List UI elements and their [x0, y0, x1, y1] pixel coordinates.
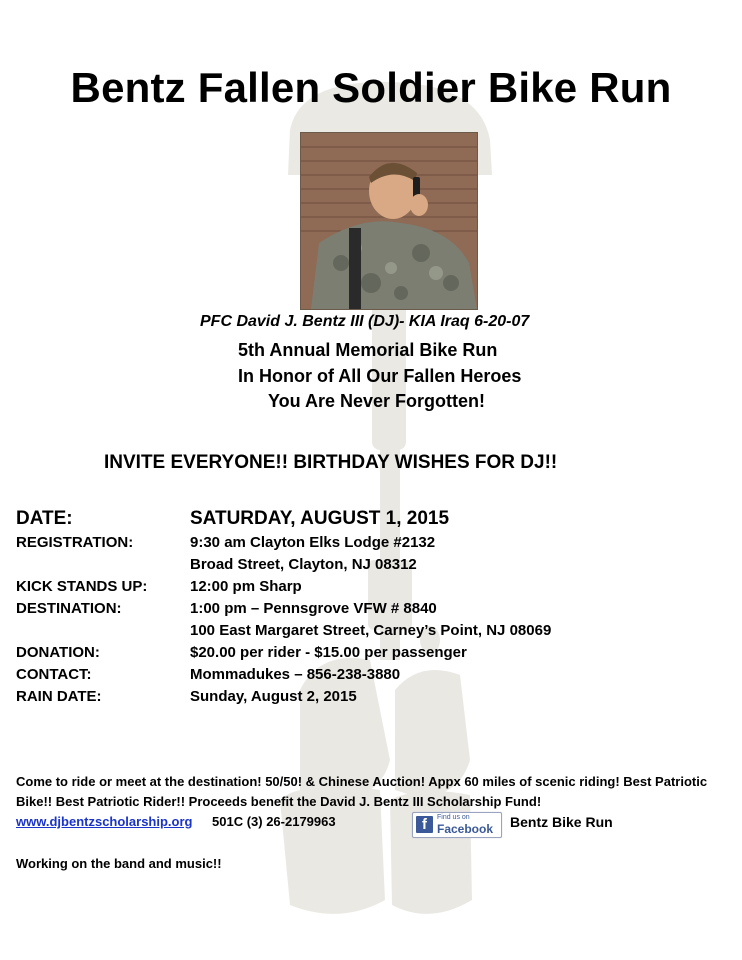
- contact-label: CONTACT:: [16, 666, 92, 683]
- detail-row-registration: [16, 534, 716, 556]
- event-highlights: [16, 772, 726, 812]
- detail-row-destination-address: [16, 622, 716, 644]
- links-row: [16, 812, 736, 838]
- destination-value: 1:00 pm – Pennsgrove VFW # 8840: [190, 600, 437, 617]
- registration-address: Broad Street, Clayton, NJ 08312: [190, 556, 417, 573]
- destination-address: 100 East Margaret Street, Carney’s Point, NJ 08069: [190, 622, 552, 639]
- event-details: [16, 508, 716, 710]
- detail-row-donation: [16, 644, 716, 666]
- facebook-small-label: Find us on: [437, 814, 470, 821]
- registration-value: 9:30 am Clayton Elks Lodge #2132: [190, 534, 436, 551]
- donation-label: DONATION:: [16, 644, 100, 661]
- event-subtitle: 5th Annual Memorial Bike Run: [238, 340, 498, 360]
- honor-line: In Honor of All Our Fallen Heroes: [238, 366, 522, 386]
- kickstands-value: 12:00 pm Sharp: [190, 578, 302, 595]
- donation-value: $20.00 per rider - $15.00 per passenger: [190, 644, 467, 661]
- never-forgotten-line: You Are Never Forgotten!: [268, 391, 486, 411]
- highlights-text: Come to ride or meet at the destination! 50/50! & Chinese Auction! Appx 60 miles of scenic riding! Best Patriotic Bike!! Best Patriotic Rider!! Proceeds benefit the David J. Bentz III Scholarship Fund!: [16, 774, 708, 809]
- raindate-value: Sunday, August 2, 2015: [190, 688, 357, 705]
- facebook-page-name: Bentz Bike Run: [510, 814, 613, 830]
- date-label: DATE:: [16, 508, 73, 529]
- detail-row-registration-address: [16, 556, 716, 578]
- tax-id-text: 501C (3) 26-2179963: [212, 814, 336, 829]
- soldier-photo: [300, 132, 478, 310]
- scholarship-link[interactable]: www.djbentzscholarship.org: [16, 814, 193, 829]
- invite-banner: INVITE EVERYONE!! BIRTHDAY WISHES FOR DJ!!: [104, 452, 558, 473]
- memorial-dedication: PFC David J. Bentz III (DJ)- KIA Iraq 6-20-07: [200, 313, 530, 330]
- band-note: Working on the band and music!!: [16, 856, 222, 871]
- kickstands-label: KICK STANDS UP:: [16, 578, 148, 595]
- registration-label: REGISTRATION:: [16, 534, 134, 551]
- raindate-label: RAIN DATE:: [16, 688, 102, 705]
- detail-row-date: [16, 508, 716, 534]
- facebook-f-icon: f: [416, 816, 433, 833]
- date-value: SATURDAY, AUGUST 1, 2015: [190, 508, 450, 529]
- destination-label: DESTINATION:: [16, 600, 122, 617]
- page-title: Bentz Fallen Soldier Bike Run: [70, 64, 672, 111]
- detail-row-raindate: [16, 688, 716, 710]
- contact-value: Mommadukes – 856-238-3880: [190, 666, 401, 683]
- detail-row-kickstands: [16, 578, 716, 600]
- detail-row-contact: [16, 666, 716, 688]
- detail-row-destination: [16, 600, 716, 622]
- facebook-badge-button[interactable]: [412, 812, 502, 838]
- facebook-big-label: Facebook: [437, 822, 494, 836]
